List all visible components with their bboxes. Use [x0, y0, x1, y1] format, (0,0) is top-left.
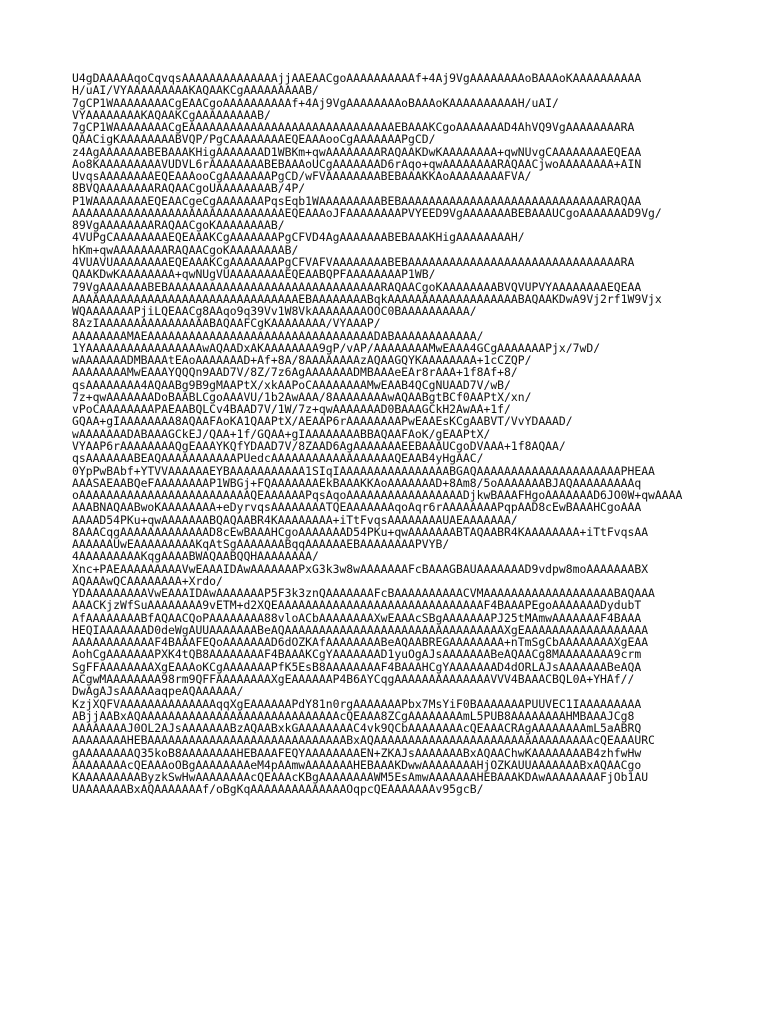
text-line: AAAAD54PKu+qwAAAAAAABQAQAABR4KAAAAAAAA+iTtFvqsAAAAAAAAUAEAAAAAAA/ [72, 512, 518, 527]
text-line: H/uAI/VYAAAAAAAAAKAQAAKCgAAAAAAAAAB/ [72, 83, 319, 98]
text-line: 7gCP1WAAAAAAAACgEAACgoAAAAAAAAAAf+4Aj9VgAAAAAAAAoBAAAoKAAAAAAAAAAH/uAI/ [72, 95, 559, 110]
text-line: AAAAAAAAAAAAAAAAAAAAAAAAAAAAAAAEQEAAAoJFAAAAAAAAPVYEED9VgAAAAAAABEBAAAUCgoAAAAAAAD9Vg/ [72, 205, 662, 220]
text-line: DwAgAJsAAAAAaqpeAQAAAAAA/ [72, 684, 244, 699]
text-line: 7z+qwAAAAAAADoBAABLCgoAAAVU/1b2AwAAA/8AAAAAAAAwAQAABgtBCf0AAPtX/xn/ [72, 389, 532, 404]
text-line: AohCgAAAAAAAPXK4tQB8AAAAAAAAF4BAAAKCgYAAAAAAAD1yuOgAJsAAAAAAABeAQAACg8MAAAAAAAA9crm [72, 647, 642, 662]
text-line: QAACigKAAAAAAAABVQP/PgCAAAAAAAAEQEAAAooCgAAAAAAAPgCD/ [72, 132, 436, 147]
text-line: AAAAAAAAAAAAAAAAAAAAAAAAAAAAAAAAAEBAAAAAAAABqkAAAAAAAAAAAAAAAAAAABAQAAKDwA9Vj2rf1W9Vjx [72, 291, 662, 306]
text-line: 89VgAAAAAAAARAQAACgoKAAAAAAAAB/ [72, 218, 285, 233]
text-line: AAAAAAAAcQEAAAoOBgAAAAAAAAeM4pAAmwAAAAAAAHEBAAAKDwwAAAAAAAAHjOZKAUUAAAAAAABxAQAACgo [72, 757, 642, 772]
document-body [72, 72, 702, 796]
text-line: Ao8KAAAAAAAAAVUDVL6rAAAAAAAABEBAAAoUCgAAAAAAAD6rAqo+qwAAAAAAAARAQAACjwoAAAAAAAA+AIN [72, 156, 642, 171]
text-line: U4gDAAAAAqoCqvqsAAAAAAAAAAAAAAjjAAEAACgoAAAAAAAAAAf+4Aj9VgAAAAAAAAoBAAAoKAAAAAAAAAA [72, 71, 642, 85]
text-line: Xnc+PAEAAAAAAAAAVwEAAAIDAwAAAAAAAPxG3k3w8wAAAAAAAFcBAAAGBAUAAAAAAAD9vdpw8moAAAAAAABX [72, 561, 649, 576]
text-line: P1WAAAAAAAAEQEAACgeCgAAAAAAAPqsEqb1WAAAAAAAAABEBAAAAAAAAAAAAAAAAAAAAAAAAAAAAAARAQAA [72, 193, 642, 208]
text-line: qsAAAAAAAA4AQAABg9B9gMAAPtX/xkAAPoCAAAAAAAAMwEAAB4QCgNUAAD7V/wB/ [72, 377, 511, 392]
text-line: 4AAAAAAAAAKqgAAAABWAQAABQQHAAAAAAAA/ [72, 549, 319, 564]
text-line: HEQIAAAAAAAD0deWgAUUAAAAAAABeAQAAAAAAAAAAAAAAAAAAAAAAAAAAAAAAAAXgEAAAAAAAAAAAAAAAAAA [72, 622, 649, 637]
text-line: AAAAAAAAJ0OL2AJsAAAAAAABzAQAABxkGAAAAAAAAC4vk9QCbAAAAAAAAcQEAAACRAgAAAAAAAAmL5aABRQ [72, 721, 642, 736]
text-line: z4AgAAAAAAABEBAAAKHigAAAAAAAD1WBKm+qwAAAAAAAARAQAAKDwKAAAAAAAA+qwNUvgCAAAAAAAAEQEAA [72, 144, 642, 159]
text-line: 1YAAAAAAAAAAAAAAAAAwAQAADxAKAAAAAAAA9gP/vAP/AAAAAAAAMwEAAA4GCgAAAAAAAPjx/7wD/ [72, 340, 601, 355]
text-line: wAAAAAAADMBAAAtEAoAAAAAAAD+Af+8A/8AAAAAAAAzAQAAGQYKAAAAAAAA+1cCZQP/ [72, 353, 532, 368]
text-line: GQAA+gIAAAAAAAA8AQAAFAoKA1QAAPtX/AEAAP6rAAAAAAAAPwEAAEsKCgAABVT/VvYDAAAD/ [72, 414, 573, 429]
text-line: gAAAAAAAAQ35koB8AAAAAAAAHEBAAAFEQYAAAAAAAAEN+ZKAJsAAAAAAABxAQAAChwKAAAAAAAAB4zhfwHw [72, 745, 642, 760]
text-line: UvqsAAAAAAAAEQEAAAooCgAAAAAAAPgCD/wFVAAAAAAAABEBAAAKKAoAAAAAAAAFVA/ [72, 169, 532, 184]
text-line: AAAAAAAAAAAAF4BAAAFEQoAAAAAAAD6dOZKAfAAAAAAAABeAQAABREGAAAAAAAA+nTmSgCbAAAAAAAAXgEAA [72, 635, 649, 650]
text-line: 8BVQAAAAAAAARAQAACgoUAAAAAAAAB/4P/ [72, 181, 306, 196]
text-line: YDAAAAAAAAAVwEAAAIDAwAAAAAAAP5F3k3znQAAAAAAAFcBAAAAAAAAAACVMAAAAAAAAAAAAAAAAAAABAQAAA [72, 586, 655, 601]
text-line: WQAAAAAAAPjiLQEAACg8AAqo9q39Vv1W8VkAAAAAAAAOOC0BAAAAAAAAAA/ [72, 304, 477, 319]
text-line: 79VgAAAAAAABEBAAAAAAAAAAAAAAAAAAAAAAAAAAAAAAARAQAACgoKAAAAAAAABVQVUPVYAAAAAAAAEQEAA [72, 279, 642, 294]
text-line: 8AzIAAAAAAAAAAAAAAAABAQAAFCgKAAAAAAAA/VYAAAP/ [72, 316, 381, 331]
text-line: 4VUPgCAAAAAAAAEQEAAAKCgAAAAAAAPgCFVD4AgAAAAAAABEBAAAKHigAAAAAAAAH/ [72, 230, 525, 245]
text-line: 7gCP1WAAAAAAAACgEAAAAAAAAAAAAAAAAAAAAAAAAAAAAAAEBAAAKCgoAAAAAAAD4AhVQ9VgAAAAAAAARA [72, 120, 635, 135]
text-line: SgFFAAAAAAAAXgEAAAoKCgAAAAAAAPfK5EsB8AAAAAAAAF4BAAAHCgYAAAAAAAD4dORLAJsAAAAAAABeAQA [72, 659, 642, 674]
text-line: AAACKjzWfSuAAAAAAAA9vETM+d2XQEAAAAAAAAAAAAAAAAAAAAAAAAAAAAAAF4BAAAPEgoAAAAAAADydubT [72, 598, 642, 613]
text-line: KAAAAAAAAAByzkSwHwAAAAAAAAcQEAAAcKBgAAAAAAAAWM5EsAmwAAAAAAAHEBAAAKDAwAAAAAAAAFjOb1AU [72, 770, 649, 785]
text-line: 4VUAVUAAAAAAAAEQEAAAKCgAAAAAAAPgCFVAFVAAAAAAAABEBAAAAAAAAAAAAAAAAAAAAAAAAAAAAAAARA [72, 254, 635, 269]
text-line: AAABNAQAABwoKAAAAAAAA+eDyrvqsAAAAAAAATQEAAAAAAAqoAqr6rAAAAAAAAPqpAAD8cEwBAAAHCgoAAA [72, 500, 642, 515]
text-line: VYAAAAAAAAKAQAAKCgAAAAAAAAAB/ [72, 107, 271, 122]
text-line: oAAAAAAAAAAAAAAAAAAAAAAAAAQEAAAAAAPqsAqoAAAAAAAAAAAAAAAAADjkwBAAAFHgoAAAAAAAD6JO0W+qwAAAA [72, 488, 683, 503]
text-line: AAAAAAAAHEBAAAAAAAAAAAAAAAAAAAAAAAAAAAAABxAQAAAAAAAAAAAAAAAAAAAAAAAAAAAAAAAAcQEAAAURC [72, 733, 655, 748]
text-line: vPoCAAAAAAAAPAEAABQLCv4BAAD7V/1W/7z+qwAAAAAAAD0BAAAGCkH2AwAA+1f/ [72, 402, 511, 417]
text-line: 8AAACqgAAAAAAAAAAAAAD8cEwBAAAHCgoAAAAAAAD54PKu+qwAAAAAAABTAQAABR4KAAAAAAAA+iTtFvqsAA [72, 524, 649, 539]
text-line: KzjXQFVAAAAAAAAAAAAAAqqXgEAAAAAAPdY81n0rgAAAAAAAPbx7MsYiF0BAAAAAAAPUUVEC1IAAAAAAAAA [72, 696, 642, 711]
text-line: QAAKDwKAAAAAAAA+qwNUgVUAAAAAAAAEQEAABQPFAAAAAAAAP1WB/ [72, 267, 436, 282]
text-line: 0YpPwBAbf+YTVVAAAAAAEYBAAAAAAAAAAA1SIqIAAAAAAAAAAAAAAAABGAQAAAAAAAAAAAAAAAAAAAAAPHEAA [72, 463, 655, 478]
text-line: AQAAAwQCAAAAAAAA+Xrdo/ [72, 573, 223, 588]
text-line: qsAAAAAAABEAQAAAAAAAAAAAPUedcAAAAAAAAAAAAAAAAAAQEAAB4yHgAAC/ [72, 451, 484, 466]
text-line: ABjjAABxAQAAAAAAAAAAAAAAAAAAAAAAAAAAAAAcQEAAA8ZCgAAAAAAAAmL5PUB8AAAAAAAAHMBAAAJCg8 [72, 708, 635, 723]
text-line: AAAAAAAAMAEAAAAAAAAAAAAAAAAAAAAAAAAAAAAAAAAADABAAAAAAAAAAAA/ [72, 328, 484, 343]
text-line: AAAAAAAAMwEAAAYQQQn9AAD7V/8Z/7z6AgAAAAAAADMBAAAeEAr8rAAA+1f8Af+8/ [72, 365, 518, 380]
text-line: UAAAAAAABxAQAAAAAAAf/oBgKqAAAAAAAAAAAAAAOqpcQEAAAAAAAv95gcB/ [72, 782, 484, 797]
text-line: ACgwMAAAAAAAA98rm9QFFAAAAAAAAXgEAAAAAAP4B6AYCqgAAAAAAAAAAAAAAVVV4BAAACBQL0A+YHAf// [72, 672, 635, 687]
text-line: wAAAAAAADABAAAGCkEJ/QAA+1f/GQAA+gIAAAAAAAABBAQAAFAoK/gEAAPtX/ [72, 426, 491, 441]
text-line: AfAAAAAAAABfAQAACQoPAAAAAAAA88vloACbAAAAAAAAXwEAAAcSBgAAAAAAAPJ25tMAmwAAAAAAAF4BAAA [72, 610, 642, 625]
text-line: hKm+qwAAAAAAAARAQAACgoKAAAAAAAAB/ [72, 242, 299, 257]
text-line: AAAAAAUwEAAAAAAAAAKqAtSgAAAAAAABqqAAAAAAEBAAAAAAAAPVYB/ [72, 537, 450, 552]
text-line: VYAAP6rAAAAAAAAQgEAAAYKQfYDAAD7V/8ZAAD6AgAAAAAAAEEBAAAUCgoDVAAA+1f8AQAA/ [72, 438, 566, 453]
text-line: AAASAEAABQeFAAAAAAAAP1WBGj+FQAAAAAAAEkBAAAKKAoAAAAAAAD+8Am8/5oAAAAAAABJAQAAAAAAAAAq [72, 475, 642, 490]
